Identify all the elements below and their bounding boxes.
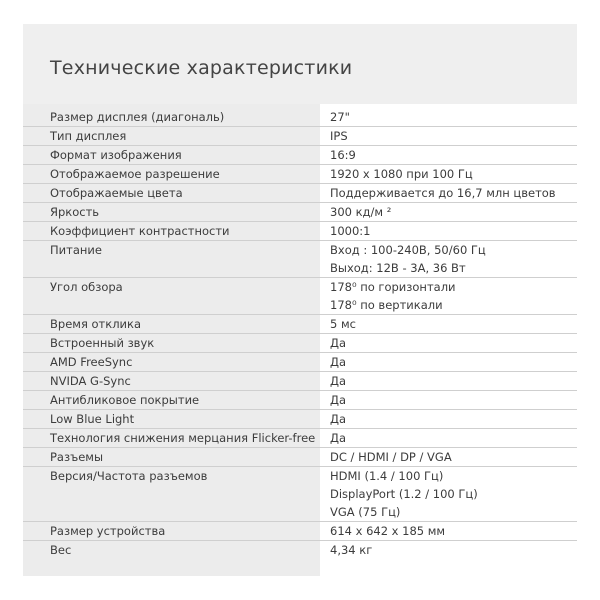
spec-value: [330, 315, 577, 333]
spec-row: [23, 203, 577, 222]
spec-value: [330, 241, 577, 277]
spec-row: [23, 334, 577, 353]
spec-row: [23, 410, 577, 429]
spec-value: [330, 127, 577, 145]
spec-label: Версия/Частота разъемов: [50, 469, 208, 483]
spec-value-line: Да: [330, 355, 347, 369]
spec-label: Угол обзора: [50, 280, 123, 294]
spec-value-line: Поддерживается до 16,7 млн цветов: [330, 186, 556, 200]
spec-value-line: 5 мс: [330, 317, 356, 331]
spec-row: [23, 448, 577, 467]
spec-value: [330, 278, 577, 314]
spec-row: [23, 222, 577, 241]
spec-value: [330, 541, 577, 559]
spec-label: Low Blue Light: [50, 412, 135, 426]
spec-value: [330, 222, 577, 240]
spec-value-line: Выход: 12В - 3А, 36 Вт: [330, 261, 466, 275]
spec-row: [23, 146, 577, 165]
spec-row: [23, 278, 577, 315]
spec-value-line: Да: [330, 431, 347, 445]
spec-row: [23, 467, 577, 522]
spec-row: [23, 184, 577, 203]
spec-value: [330, 334, 577, 352]
spec-label: Формат изображения: [50, 148, 182, 162]
spec-value-line: Вход : 100-240В, 50/60 Гц: [330, 243, 486, 257]
spec-row: [23, 372, 577, 391]
spec-value: [330, 372, 577, 390]
spec-value: [330, 448, 577, 466]
spec-value: [330, 391, 577, 409]
spec-value: [330, 410, 577, 428]
specs-card: [23, 24, 577, 576]
spec-value-line: DC / HDMI / DP / VGA: [330, 450, 452, 464]
spec-label: Встроенный звук: [50, 336, 155, 350]
spec-label: Технология снижения мерцания Flicker-free: [50, 431, 316, 445]
page-title: Технические характеристики: [50, 57, 353, 79]
spec-table: [23, 108, 577, 559]
header: [23, 24, 577, 104]
spec-value: [330, 203, 577, 221]
spec-label: Яркость: [50, 205, 100, 219]
spec-value: [330, 108, 577, 126]
spec-label: Питание: [50, 243, 102, 257]
spec-row: [23, 241, 577, 278]
spec-value-line: Да: [330, 412, 347, 426]
spec-label: Отображаемые цвета: [50, 186, 183, 200]
spec-label: Тип дисплея: [50, 129, 127, 143]
spec-label: Размер устройства: [50, 524, 166, 538]
spec-value: [330, 146, 577, 164]
spec-label: Время отклика: [50, 317, 142, 331]
spec-row: [23, 353, 577, 372]
spec-value-line: VGA (75 Гц): [330, 505, 401, 519]
spec-value: [330, 353, 577, 371]
spec-label: Размер дисплея (диагональ): [50, 110, 225, 124]
spec-value-line: Да: [330, 393, 347, 407]
spec-value: [330, 429, 577, 447]
spec-value-line: 16:9: [330, 148, 356, 162]
spec-row: [23, 127, 577, 146]
spec-label: NVIDA G-Sync: [50, 374, 131, 388]
spec-value-line: 4,34 кг: [330, 543, 373, 557]
spec-row: [23, 429, 577, 448]
spec-value-line: 1920 х 1080 при 100 Гц: [330, 167, 473, 181]
spec-value-line: 614 х 642 х 185 мм: [330, 524, 446, 538]
spec-label: Разъемы: [50, 450, 104, 464]
spec-value-line: Да: [330, 374, 347, 388]
spec-value-line: DisplayPort (1.2 / 100 Гц): [330, 487, 478, 501]
spec-value-line: HDMI (1.4 / 100 Гц): [330, 469, 444, 483]
spec-row: [23, 108, 577, 127]
spec-value-line: IPS: [330, 129, 348, 143]
spec-label: Вес: [50, 543, 72, 557]
spec-value-line: 27": [330, 110, 350, 124]
spec-row: [23, 522, 577, 541]
spec-label: AMD FreeSync: [50, 355, 133, 369]
spec-value-line: 178⁰ по вертикали: [330, 298, 443, 312]
spec-row: [23, 541, 577, 559]
spec-value: [330, 165, 577, 183]
spec-label: Антибликовое покрытие: [50, 393, 200, 407]
spec-value: [330, 467, 577, 521]
spec-label: Отображаемое разрешение: [50, 167, 220, 181]
spec-value-line: 1000:1: [330, 224, 371, 238]
spec-value: [330, 522, 577, 540]
spec-value-line: 300 кд/м ²: [330, 205, 392, 219]
spec-value-line: 178⁰ по горизонтали: [330, 280, 456, 294]
spec-label: Коэффициент контрастности: [50, 224, 230, 238]
spec-row: [23, 165, 577, 184]
spec-row: [23, 391, 577, 410]
spec-value-line: Да: [330, 336, 347, 350]
spec-value: [330, 184, 577, 202]
spec-row: [23, 315, 577, 334]
